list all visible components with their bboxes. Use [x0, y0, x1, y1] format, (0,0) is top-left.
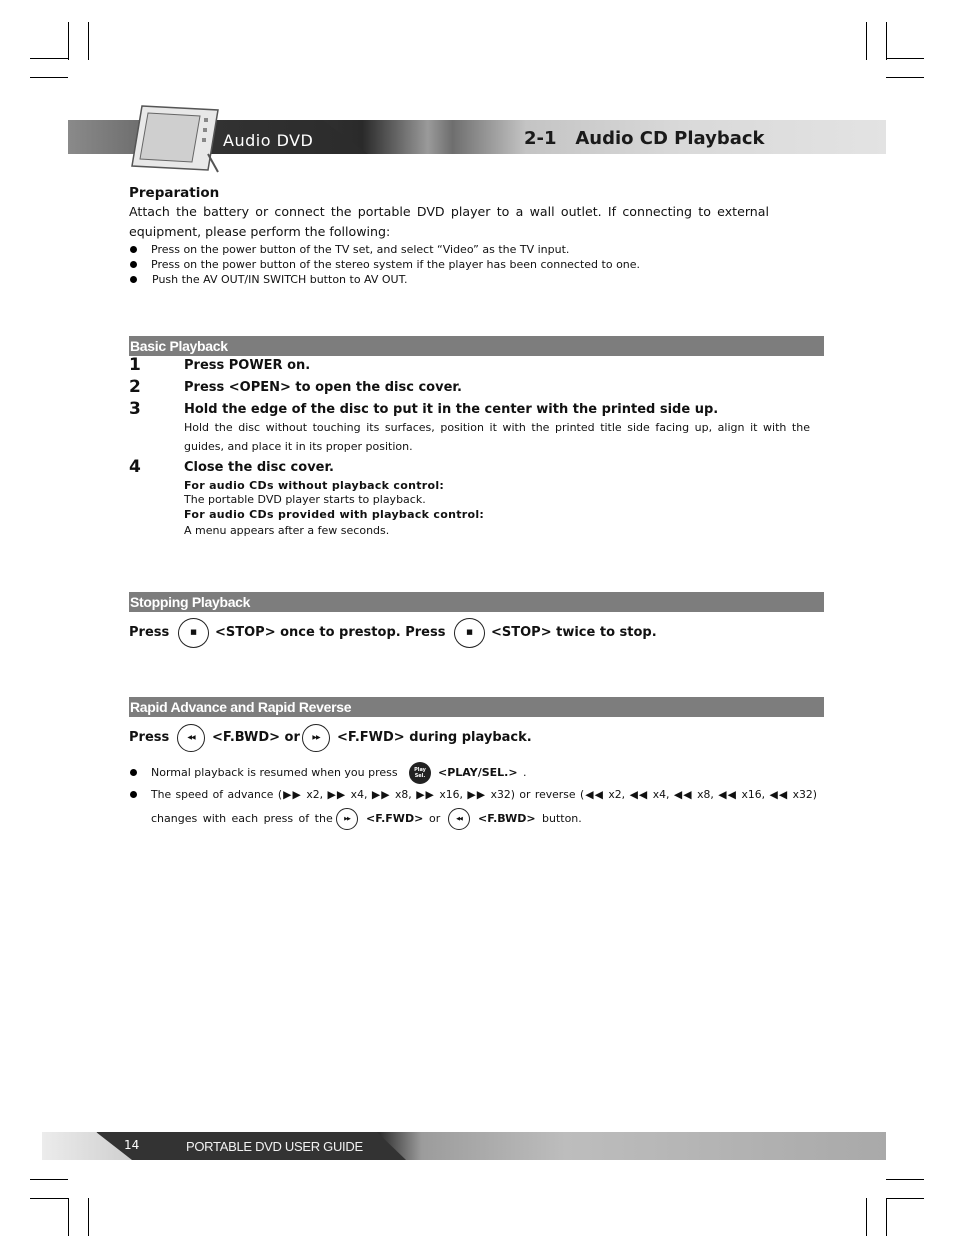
crop-mark: [30, 58, 68, 59]
bullet-dot: [130, 276, 137, 283]
rapid-press-label: Press: [129, 730, 170, 745]
page-title: 2-1 Audio CD Playback: [524, 128, 765, 149]
step-text: Press <OPEN> to open the disc cover.: [184, 380, 462, 395]
preparation-text: [129, 202, 769, 242]
rapid-bullet-end: .: [523, 766, 527, 779]
step-detail: guides, and place it in its proper position.: [184, 440, 413, 453]
crop-mark: [30, 1198, 68, 1199]
crop-mark: [68, 22, 69, 60]
crop-mark: [886, 58, 924, 59]
fast-backward-icon: ◀◀: [177, 724, 205, 752]
step-number: 2: [129, 377, 141, 397]
rapid-bullet-text: Normal playback is resumed when you press: [151, 766, 398, 779]
stop-press-label: Press: [129, 625, 170, 640]
play-icon-label: Play: [414, 767, 426, 773]
stop-instruction-part2: <STOP> twice to stop.: [491, 625, 657, 640]
rapid-speed-text: The speed of advance (▶▶ x2, ▶▶ x4, ▶▶ x8, ▶▶ x16, ▶▶ x32) or reverse (◀◀ x2, ◀◀ x4, ◀◀ x8, ◀◀ x16, ◀◀ x32): [151, 788, 817, 801]
stop-button-icon: ■: [454, 618, 485, 648]
step-text: Press POWER on.: [184, 358, 311, 373]
bwd-label: <F.BWD>: [478, 812, 536, 825]
crop-mark: [886, 77, 924, 78]
preparation-bullet: Press on the power button of the TV set, and select “Video” as the TV input.: [151, 243, 570, 256]
crop-mark: [30, 77, 68, 78]
play-sel-label: <PLAY/SEL.>: [438, 766, 518, 779]
preparation-line: Attach the battery or connect the portable DVD player to a wall outlet. If connecting to external: [129, 204, 769, 219]
bullet-dot: [130, 791, 137, 798]
crop-mark: [88, 22, 89, 60]
step-sub-text: A menu appears after a few seconds.: [184, 524, 390, 537]
section-header-rapid-advance: Rapid Advance and Rapid Reverse: [129, 697, 824, 717]
fwd-label: <F.FWD>: [366, 812, 424, 825]
crop-mark: [88, 1198, 89, 1236]
page-number: 14: [124, 1138, 140, 1152]
preparation-heading: Preparation: [129, 185, 220, 201]
section-header-stopping-playback: Stopping Playback: [129, 592, 824, 612]
bullet-dot: [130, 769, 137, 776]
step-sub-heading: For audio CDs provided with playback control:: [184, 508, 485, 521]
step-sub-text: The portable DVD player starts to playback.: [184, 493, 426, 506]
stop-instruction-part1: <STOP> once to prestop. Press: [215, 625, 446, 640]
preparation-bullet: Push the AV OUT/IN SWITCH button to AV OUT.: [152, 273, 408, 286]
step-number: 1: [129, 355, 141, 375]
step-text: Close the disc cover.: [184, 460, 334, 475]
preparation-bullet: Press on the power button of the stereo system if the player has been connected to one.: [151, 258, 641, 271]
rapid-bwd-label: <F.BWD> or: [212, 730, 300, 745]
crop-mark: [866, 22, 867, 60]
button-label: button.: [542, 812, 582, 825]
fast-forward-icon: ▶▶: [336, 808, 358, 830]
crop-mark: [886, 1198, 887, 1236]
bullet-dot: [130, 261, 137, 268]
fast-forward-icon: ▶▶: [302, 724, 330, 752]
crop-mark: [68, 1198, 69, 1236]
bullet-dot: [130, 246, 137, 253]
stop-button-icon: ■: [178, 618, 209, 648]
play-icon-label: Sel.: [414, 773, 426, 779]
footer-guide-title: PORTABLE DVD USER GUIDE: [186, 1139, 363, 1154]
crop-mark: [886, 1198, 924, 1199]
fast-backward-icon: ◀◀: [448, 808, 470, 830]
or-label: or: [429, 812, 441, 825]
crop-mark: [886, 22, 887, 60]
portable-dvd-player-icon: [130, 104, 222, 176]
crop-mark: [866, 1198, 867, 1236]
preparation-line: equipment, please perform the following:: [129, 224, 391, 239]
step-detail: Hold the disc without touching its surfaces, position it with the printed title side facing up, align it with the: [184, 421, 810, 434]
rapid-fwd-label: <F.FWD> during playback.: [337, 730, 532, 745]
step-sub-heading: For audio CDs without playback control:: [184, 479, 445, 492]
header-category-label: Audio DVD: [223, 131, 314, 150]
play-sel-icon: [409, 762, 431, 784]
rapid-speed-text: changes with each press of the: [151, 812, 333, 825]
crop-mark: [30, 1179, 68, 1180]
step-text: Hold the edge of the disc to put it in the center with the printed side up.: [184, 402, 719, 417]
step-number: 4: [129, 457, 141, 477]
crop-mark: [886, 1179, 924, 1180]
step-number: 3: [129, 399, 141, 419]
section-header-basic-playback: Basic Playback: [129, 336, 824, 356]
